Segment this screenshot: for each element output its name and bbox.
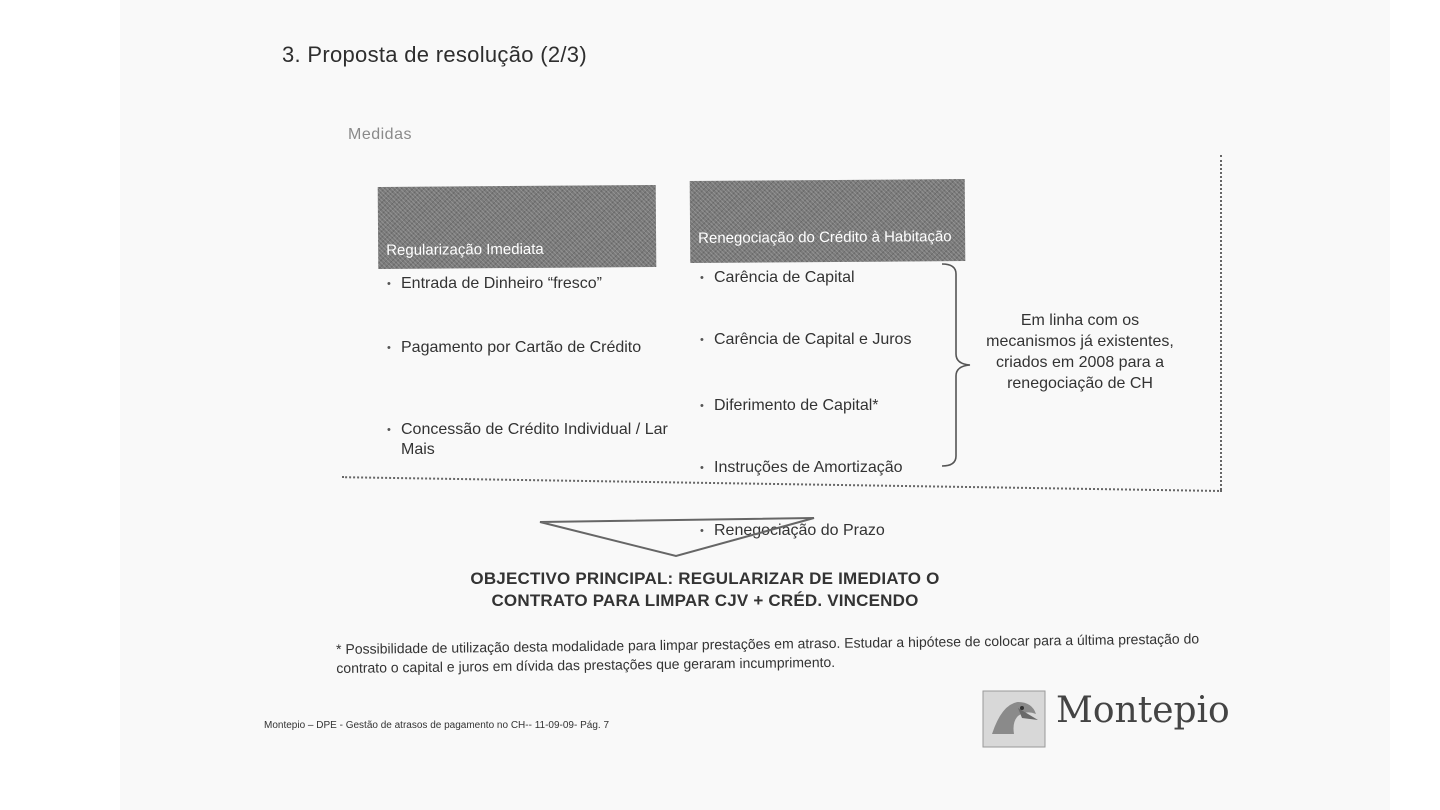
column-header-label: Regularização Imediata — [386, 240, 544, 259]
list-item: • Carência de Capital e Juros — [700, 330, 974, 350]
down-arrow-icon — [538, 516, 818, 560]
footnote: * Possibilidade de utilização desta modalidade para limpar prestações em atraso. Estudar a hipótese de colocar para a última prestação do contrato o capital e juros em dívida das prestações que geraram incumprimento. — [336, 630, 1200, 676]
list-item: • Instruções de Amortização — [700, 458, 974, 478]
list-item: • Renegociação do Prazo — [700, 521, 974, 541]
page-footer: Montepio – DPE - Gestão de atrasos de pagamento no CH-- 11-09-09- Pág. 7 — [264, 720, 610, 731]
page-title: 3. Proposta de resolução (2/3) — [282, 42, 587, 67]
curly-brace-icon — [940, 262, 980, 468]
renegociacao-list — [700, 268, 960, 539]
section-label: Medidas — [348, 126, 412, 143]
main-objective: OBJECTIVO PRINCIPAL: REGULARIZAR DE IMEDIATO O CONTRATO PARA LIMPAR CJV + CRÉD. VINCENDO — [470, 569, 940, 610]
montepio-logo-text: Montepio — [1056, 690, 1230, 731]
regularizacao-list — [387, 274, 677, 458]
list-item: • Pagamento por Cartão de Crédito — [387, 338, 691, 358]
side-note: Em linha com os mecanismos já existentes, criados em 2008 para a renegociação de CH — [986, 312, 1174, 392]
list-item: • Diferimento de Capital* — [700, 396, 974, 416]
column-header-regularizacao — [378, 185, 657, 269]
column-header-renegociacao — [690, 179, 966, 263]
list-item: • Carência de Capital — [700, 268, 974, 288]
frame-border-right — [1220, 155, 1222, 490]
column-header-label: Renegociação do Crédito à Habitação — [698, 228, 952, 247]
list-item: • Concessão de Crédito Individual / Lar Mais — [387, 420, 691, 460]
montepio-pelican-icon — [982, 690, 1046, 748]
list-item: • Entrada de Dinheiro “fresco” — [387, 274, 691, 294]
